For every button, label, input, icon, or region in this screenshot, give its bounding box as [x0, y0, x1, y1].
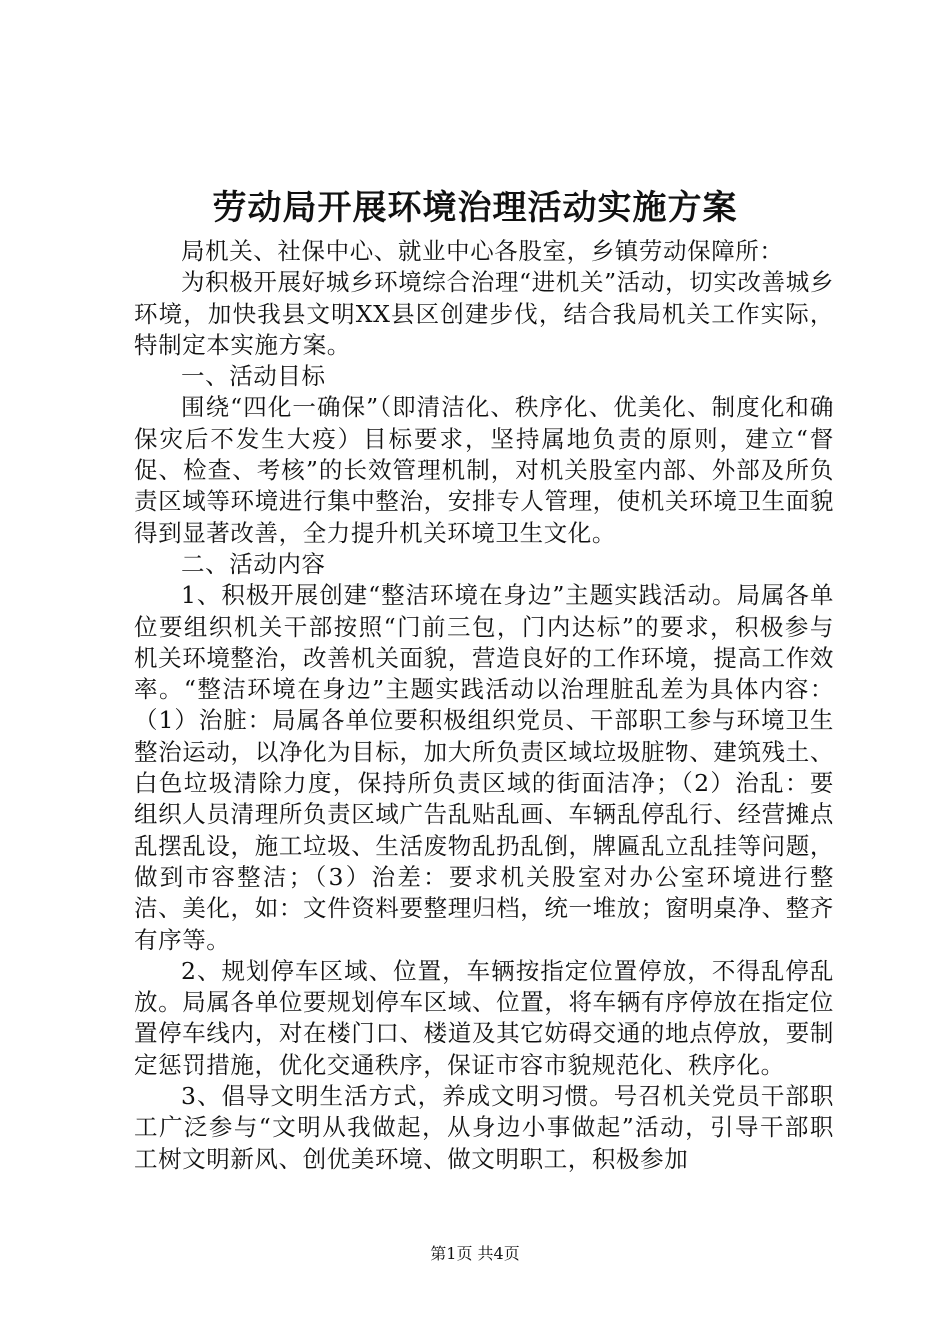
page-footer: 第1页 共4页: [430, 1244, 520, 1263]
section-heading-goals: 一、活动目标: [181, 362, 326, 391]
paragraph-item-3: 3、倡导文明生活方式，养成文明习惯。号召机关党员干部职工广泛参与“文明从我做起，从身边小事做起”活动，引导干部职工树文明新风、创优美环境、做文明职工，积极参加: [134, 1082, 834, 1173]
paragraph-intro: 为积极开展好城乡环境综合治理“进机关”活动，切实改善城乡环境，加快我县文明XX县区创建步伐，结合我局机关工作实际，特制定本实施方案。: [134, 268, 834, 359]
document-title: 劳动局开展环境治理活动实施方案: [212, 188, 738, 228]
paragraph-salutation: 局机关、社保中心、就业中心各股室，乡镇劳动保障所：: [181, 237, 784, 265]
section-heading-content: 二、活动内容: [181, 549, 326, 578]
document-body: [134, 236, 834, 1175]
paragraph-goals: 围绕“四化一确保”（即清洁化、秩序化、优美化、制度化和确保灾后不发生大疫）目标要求，坚持属地负责的原则，建立“督促、检查、考核”的长效管理机制，对机关股室内部、外部及所负责区域等环境进行集中整治，安排专人管理，使机关环境卫生面貌得到显著改善，全力提升机关环境卫生文化。: [134, 393, 834, 547]
paragraph-item-2: 2、规划停车区域、位置，车辆按指定位置停放，不得乱停乱放。局属各单位要规划停车区域、位置，将车辆有序停放在指定位置停车线内，对在楼门口、楼道及其它妨碍交通的地点停放，要制定惩罚措施，优化交通秩序，保证市容市貌规范化、秩序化。: [134, 956, 834, 1079]
paragraph-item-1: 1、积极开展创建“整洁环境在身边”主题实践活动。局属各单位要组织机关干部按照“门前三包，门内达标”的要求，积极参与机关环境整治，改善机关面貌，营造良好的工作环境，提高工作效率。“整洁环境在身边”主题实践活动以治理脏乱差为具体内容：（1）治脏：局属各单位要积极组织党员、干部职工参与环境卫生整治运动，以净化为目标，加大所负责区域垃圾脏物、建筑残土、白色垃圾清除力度，保持所负责区域的街面洁净；（2）治乱：要组织人员清理所负责区域广告乱贴乱画、车辆乱停乱行、经营摊点乱摆乱设，施工垃圾、生活废物乱扔乱倒，牌匾乱立乱挂等问题，做到市容整洁；（3）治差：要求机关股室对办公室环境进行整洁、美化，如：文件资料要整理归档，统一堆放；窗明桌净、整齐有序等。: [134, 581, 834, 954]
